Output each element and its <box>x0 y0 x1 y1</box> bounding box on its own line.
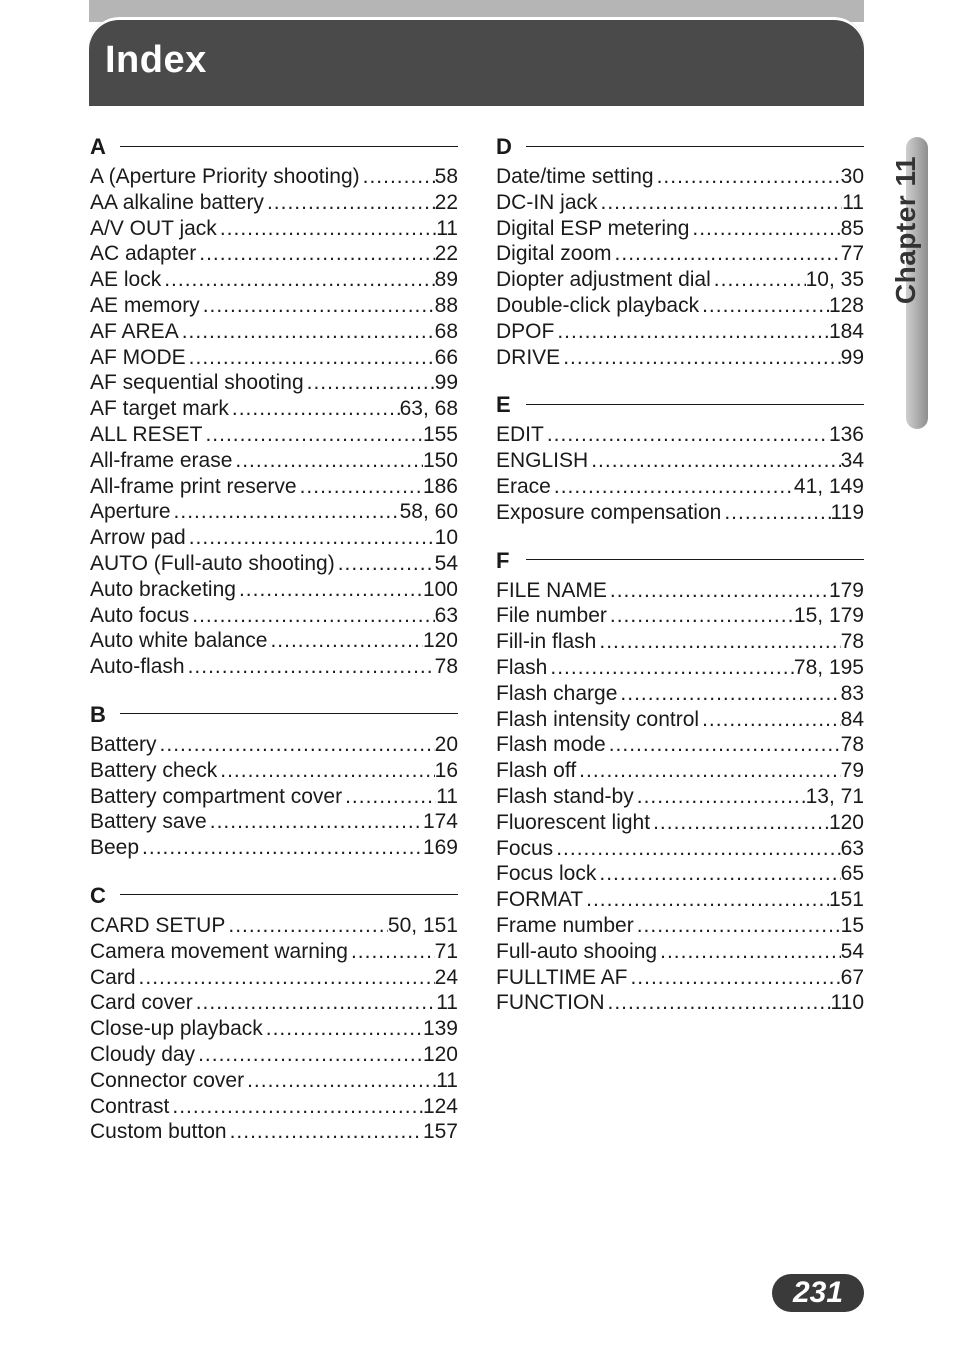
dot-leader <box>702 293 829 319</box>
index-entry <box>496 603 864 629</box>
entry-term: File number <box>496 604 607 628</box>
entry-term: DPOF <box>496 319 555 343</box>
entry-page: 89 <box>434 268 458 292</box>
dot-leader <box>547 422 829 448</box>
index-entry <box>90 990 458 1016</box>
page-number: 231 <box>792 1276 844 1309</box>
index-entry <box>90 1042 458 1068</box>
entry-page: 85 <box>840 216 864 240</box>
entry-page: 10, 35 <box>805 268 864 292</box>
dot-leader <box>601 190 843 216</box>
index-entry <box>90 345 458 371</box>
index-entry <box>496 810 864 836</box>
index-section-d <box>496 130 864 370</box>
entry-term: FORMAT <box>496 888 584 912</box>
dot-leader <box>637 913 841 939</box>
index-section-b <box>90 698 458 861</box>
dot-leader <box>189 525 435 551</box>
index-entry <box>496 655 864 681</box>
entry-term: Flash off <box>496 759 577 783</box>
entry-page: 155 <box>422 422 458 446</box>
index-column-right <box>496 130 864 1034</box>
entry-page: 83 <box>840 681 864 705</box>
dot-leader <box>660 939 841 965</box>
entry-page: 79 <box>840 759 864 783</box>
index-entry <box>496 707 864 733</box>
entry-page: 65 <box>840 862 864 886</box>
entry-page: 78 <box>434 655 458 679</box>
dot-leader <box>702 707 841 733</box>
index-entry <box>496 887 864 913</box>
entry-page: 78 <box>840 630 864 654</box>
entry-term: Flash intensity control <box>496 707 700 731</box>
dot-leader <box>205 422 423 448</box>
dot-leader <box>620 681 840 707</box>
index-entry <box>90 396 458 422</box>
dot-leader <box>554 474 794 500</box>
index-entry <box>496 861 864 887</box>
entry-term: Focus lock <box>496 862 597 886</box>
entry-term: Flash charge <box>496 681 618 705</box>
entry-page: 184 <box>828 319 864 343</box>
entry-term: ENGLISH <box>496 449 589 473</box>
dot-leader <box>199 241 434 267</box>
entry-term: Custom button <box>90 1120 227 1144</box>
entry-page: 11 <box>842 190 864 214</box>
section-letter: C <box>90 882 106 908</box>
dot-leader <box>591 448 840 474</box>
index-entry <box>90 809 458 835</box>
entry-page: 11 <box>436 216 458 240</box>
entry-page: 20 <box>434 732 458 756</box>
dot-leader <box>345 784 436 810</box>
entry-term: Card cover <box>90 991 193 1015</box>
index-entry <box>90 965 458 991</box>
index-entry <box>496 990 864 1016</box>
entry-term: Double-click playback <box>496 293 700 317</box>
section-rule <box>526 146 864 147</box>
entry-page: 120 <box>422 629 458 653</box>
index-section-a <box>90 130 458 680</box>
entry-page: 41, 149 <box>793 474 864 498</box>
entry-page: 24 <box>434 965 458 989</box>
index-entry <box>496 681 864 707</box>
entry-page: 99 <box>434 371 458 395</box>
dot-leader <box>550 655 794 681</box>
dot-leader <box>247 1068 436 1094</box>
section-letter: D <box>496 134 512 159</box>
dot-leader <box>228 913 388 939</box>
entry-page: 78, 195 <box>793 655 864 679</box>
entry-page: 11 <box>436 1068 458 1092</box>
entry-page: 58 <box>434 165 458 188</box>
section-header <box>496 130 864 164</box>
dot-leader <box>714 267 806 293</box>
dot-leader <box>210 809 423 835</box>
index-entry <box>90 293 458 319</box>
index-entry <box>90 499 458 525</box>
page-title: Index <box>105 39 207 81</box>
entry-term: AE memory <box>90 293 200 317</box>
dot-leader <box>198 1042 423 1068</box>
index-section-c <box>90 879 458 1145</box>
dot-leader <box>637 784 806 810</box>
dot-leader <box>192 603 434 629</box>
dot-leader <box>557 319 829 345</box>
entry-page: 120 <box>422 1042 458 1066</box>
index-entry <box>496 629 864 655</box>
index-entry <box>90 319 458 345</box>
dot-leader <box>235 448 423 474</box>
section-rule <box>120 713 458 714</box>
entry-page: 110 <box>830 991 864 1015</box>
section-rule <box>526 404 864 405</box>
entry-page: 136 <box>828 423 864 447</box>
title-bar <box>89 17 864 106</box>
entry-page: 88 <box>434 293 458 317</box>
section-rule <box>120 894 458 895</box>
entry-page: 77 <box>840 242 864 266</box>
dot-leader <box>220 216 436 242</box>
index-entry <box>496 474 864 500</box>
index-entry <box>90 525 458 551</box>
entry-term: Close-up playback <box>90 1017 263 1041</box>
entry-term: Arrow pad <box>90 526 186 550</box>
index-entry <box>90 1119 458 1145</box>
entry-page: 30 <box>840 165 864 188</box>
index-section-e <box>496 388 864 525</box>
entry-term: Beep <box>90 836 140 860</box>
entry-term: AA alkaline battery <box>90 190 264 214</box>
dot-leader <box>351 939 435 965</box>
entry-term: All-frame erase <box>90 448 233 472</box>
entry-term: Focus <box>496 836 554 860</box>
section-letter: A <box>90 134 106 159</box>
entry-term: ALL RESET <box>90 422 203 446</box>
index-entry <box>496 319 864 345</box>
section-header <box>496 544 864 578</box>
index-entry <box>90 474 458 500</box>
dot-leader <box>189 345 435 371</box>
dot-leader <box>610 603 794 629</box>
dot-leader <box>172 1094 423 1120</box>
entry-term: Full-auto shooing <box>496 939 658 963</box>
section-letter: E <box>496 392 511 418</box>
entry-term: Digital zoom <box>496 242 612 266</box>
dot-leader <box>586 887 829 913</box>
dot-leader <box>610 578 829 604</box>
entry-page: 16 <box>434 758 458 782</box>
index-entry <box>496 732 864 758</box>
entry-page: 119 <box>830 500 864 524</box>
entry-term: AF AREA <box>90 319 179 343</box>
entry-page: 78 <box>840 733 864 757</box>
dot-leader <box>608 990 831 1016</box>
section-header <box>496 388 864 422</box>
index-entry <box>496 267 864 293</box>
entry-term: FULLTIME AF <box>496 965 628 989</box>
index-entry <box>90 654 458 680</box>
index-entry <box>496 500 864 526</box>
entry-term: All-frame print reserve <box>90 474 297 498</box>
entry-term: Fill-in flash <box>496 630 597 654</box>
entry-term: DC-IN jack <box>496 190 598 214</box>
section-letter: F <box>496 547 510 573</box>
entry-page: 50, 151 <box>387 913 458 937</box>
dot-leader <box>563 345 840 371</box>
entry-page: 157 <box>422 1120 458 1144</box>
index-entry <box>496 578 864 604</box>
entry-term: FILE NAME <box>496 578 607 602</box>
dot-leader <box>599 629 840 655</box>
index-entry <box>496 241 864 267</box>
dot-leader <box>203 293 435 319</box>
entry-term: Auto-flash <box>90 655 185 679</box>
entry-page: 10 <box>434 526 458 550</box>
dot-leader <box>164 267 434 293</box>
entry-term: CARD SETUP <box>90 913 226 937</box>
entry-term: AC adapter <box>90 242 197 266</box>
dot-leader <box>692 216 840 242</box>
dot-leader <box>270 628 422 654</box>
section-rule <box>120 146 458 147</box>
entry-term: AF sequential shooting <box>90 371 304 395</box>
entry-term: Flash <box>496 655 548 679</box>
index-entry <box>496 293 864 319</box>
index-entry <box>496 190 864 216</box>
index-entry <box>90 628 458 654</box>
dot-leader <box>266 1016 423 1042</box>
entry-page: 169 <box>422 836 458 860</box>
index-entry <box>496 448 864 474</box>
entry-term: Contrast <box>90 1094 170 1118</box>
index-entry <box>90 370 458 396</box>
entry-page: 15 <box>840 913 864 937</box>
dot-leader <box>300 474 423 500</box>
entry-page: 186 <box>422 474 458 498</box>
dot-leader <box>615 241 841 267</box>
dot-leader <box>307 370 435 396</box>
entry-page: 22 <box>434 242 458 266</box>
entry-term: Fluorescent light <box>496 810 651 834</box>
entry-term: A/V OUT jack <box>90 216 217 240</box>
dot-leader <box>653 810 829 836</box>
dot-leader <box>363 164 435 190</box>
section-header <box>90 698 458 732</box>
entry-term: Exposure compensation <box>496 500 722 524</box>
entry-page: 124 <box>422 1094 458 1118</box>
entry-page: 66 <box>434 345 458 369</box>
entry-term: Card <box>90 965 136 989</box>
entry-term: Auto bracketing <box>90 577 236 601</box>
entry-term: Battery save <box>90 810 207 834</box>
entry-term: AUTO (Full-auto shooting) <box>90 551 335 575</box>
entry-term: Flash stand-by <box>496 784 634 808</box>
index-entry <box>496 939 864 965</box>
entry-page: 151 <box>828 888 864 912</box>
entry-term: Frame number <box>496 913 634 937</box>
entry-term: Date/time setting <box>496 165 654 188</box>
entry-page: 179 <box>828 578 864 602</box>
entry-page: 139 <box>422 1017 458 1041</box>
index-section-f <box>496 544 864 1017</box>
dot-leader <box>556 836 840 862</box>
entry-page: 99 <box>840 345 864 369</box>
index-entry <box>90 1016 458 1042</box>
dot-leader <box>599 861 840 887</box>
index-entry <box>496 758 864 784</box>
index-entry <box>496 784 864 810</box>
dot-leader <box>160 732 435 758</box>
entry-page: 11 <box>436 784 458 808</box>
dot-leader <box>657 164 841 190</box>
entry-page: 63 <box>434 603 458 627</box>
index-column-left <box>90 130 458 1163</box>
index-entry <box>90 551 458 577</box>
index-entry <box>90 1068 458 1094</box>
entry-page: 13, 71 <box>805 784 864 808</box>
entry-page: 11 <box>436 991 458 1015</box>
index-entry <box>90 603 458 629</box>
entry-term: A (Aperture Priority shooting) <box>90 165 360 188</box>
index-entry <box>496 836 864 862</box>
dot-leader <box>174 499 400 525</box>
dot-leader <box>182 319 435 345</box>
entry-page: 174 <box>422 810 458 834</box>
dot-leader <box>267 190 435 216</box>
entry-term: Battery check <box>90 758 218 782</box>
entry-page: 100 <box>422 577 458 601</box>
entry-page: 54 <box>840 939 864 963</box>
dot-leader <box>188 654 435 680</box>
entry-page: 67 <box>840 965 864 989</box>
entry-term: AE lock <box>90 268 162 292</box>
entry-page: 54 <box>434 551 458 575</box>
entry-term: Battery <box>90 732 157 756</box>
entry-term: FUNCTION <box>496 991 605 1015</box>
dot-leader <box>232 396 400 422</box>
entry-page: 22 <box>434 190 458 214</box>
entry-term: DRIVE <box>496 345 561 369</box>
index-entry <box>90 216 458 242</box>
entry-term: Camera movement warning <box>90 939 348 963</box>
entry-term: Aperture <box>90 500 171 524</box>
section-header <box>90 130 458 164</box>
section-rule <box>526 559 864 560</box>
entry-page: 84 <box>840 707 864 731</box>
entry-term: Digital ESP metering <box>496 216 690 240</box>
entry-page: 15, 179 <box>793 604 864 628</box>
index-entry <box>90 164 458 190</box>
index-entry <box>90 577 458 603</box>
dot-leader <box>724 500 830 526</box>
index-entry <box>90 784 458 810</box>
section-letter: B <box>90 701 106 727</box>
dot-leader <box>142 835 423 861</box>
index-entry <box>496 216 864 242</box>
dot-leader <box>239 577 423 603</box>
index-entry <box>90 732 458 758</box>
page-number-badge <box>772 1274 864 1312</box>
entry-term: EDIT <box>496 423 544 447</box>
dot-leader <box>139 965 435 991</box>
entry-term: Auto white balance <box>90 629 268 653</box>
entry-term: Flash mode <box>496 733 606 757</box>
dot-leader <box>220 758 434 784</box>
entry-term: Auto focus <box>90 603 190 627</box>
entry-term: Connector cover <box>90 1068 245 1092</box>
index-entry <box>90 267 458 293</box>
entry-page: 58, 60 <box>399 500 458 524</box>
dot-leader <box>196 990 436 1016</box>
index-entry <box>496 345 864 371</box>
entry-term: Diopter adjustment dial <box>496 268 711 292</box>
entry-term: Cloudy day <box>90 1042 196 1066</box>
dot-leader <box>338 551 435 577</box>
entry-page: 150 <box>422 448 458 472</box>
dot-leader <box>630 965 840 991</box>
index-entry <box>90 241 458 267</box>
index-entry <box>496 913 864 939</box>
index-entry <box>496 164 864 190</box>
index-entry <box>90 835 458 861</box>
entry-term: AF target mark <box>90 397 229 421</box>
chapter-label: Chapter 11 <box>890 155 922 305</box>
index-entry <box>90 1094 458 1120</box>
entry-page: 63 <box>840 836 864 860</box>
entry-page: 128 <box>828 293 864 317</box>
index-entry <box>496 422 864 448</box>
dot-leader <box>609 732 841 758</box>
entry-term: Erace <box>496 474 551 498</box>
section-header <box>90 879 458 913</box>
index-entry <box>90 190 458 216</box>
index-entry <box>496 965 864 991</box>
dot-leader <box>230 1119 423 1145</box>
entry-term: Battery compartment cover <box>90 784 343 808</box>
entry-term: AF MODE <box>90 345 186 369</box>
entry-page: 71 <box>434 939 458 963</box>
entry-page: 34 <box>840 449 864 473</box>
index-entry <box>90 913 458 939</box>
index-entry <box>90 422 458 448</box>
index-entry <box>90 448 458 474</box>
index-entry <box>90 758 458 784</box>
entry-page: 68 <box>434 319 458 343</box>
index-entry <box>90 939 458 965</box>
entry-page: 63, 68 <box>399 397 458 421</box>
chapter-label-wrapper <box>876 140 936 320</box>
dot-leader <box>579 758 840 784</box>
entry-page: 120 <box>828 810 864 834</box>
